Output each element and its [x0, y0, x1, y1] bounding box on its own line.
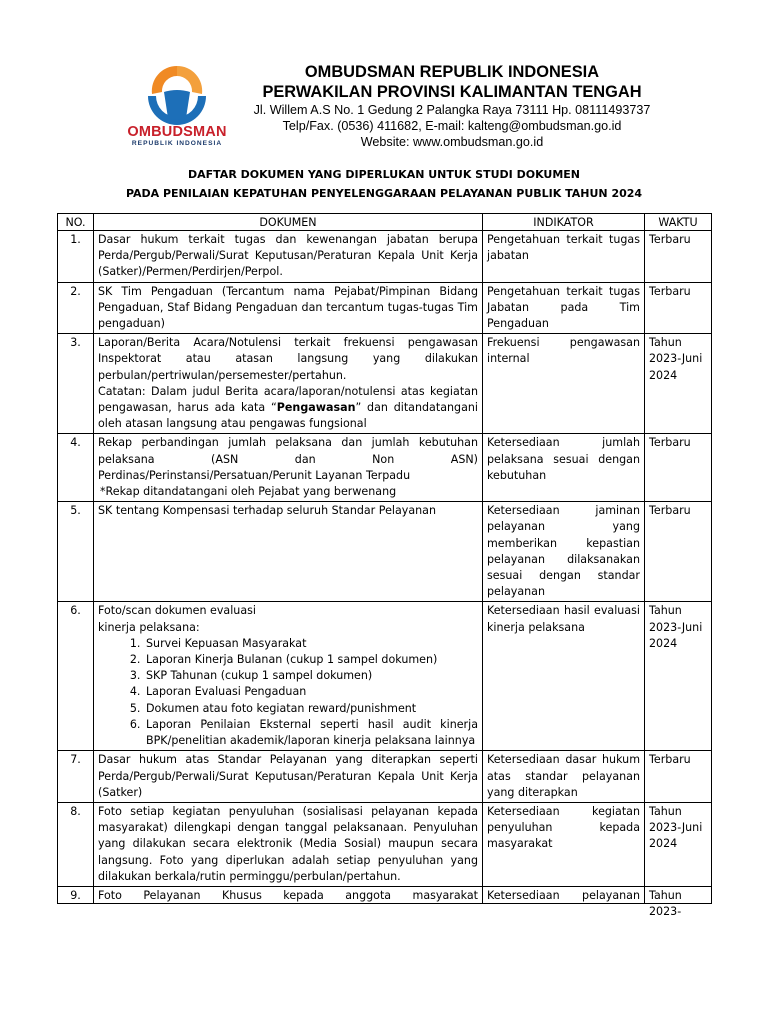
list-item: 1. Survei Kepuasan Masyarakat: [144, 636, 478, 652]
row-document: [94, 886, 483, 903]
list-item: 3. SKP Tahunan (cukup 1 sampel dokumen): [144, 668, 478, 684]
row-indicator: Ketersediaan kegiatan penyuluhan kepada masyarakat: [483, 802, 645, 886]
table-row: [58, 231, 712, 283]
row-document: SK tentang Kompensasi terhadap seluruh Standar Pelayanan: [94, 502, 483, 602]
row-document: [94, 434, 483, 502]
row-indicator: Frekuensi pengawasan internal: [483, 334, 645, 434]
row-document: Dasar hukum atas Standar Pelayanan yang diterapkan seperti Perda/Pergub/Perwali/Surat Keputusan/Peraturan Kepala Unit Kerja (Satker): [94, 751, 483, 803]
row-number: [58, 886, 94, 903]
table-row: [58, 282, 712, 334]
header-time: WAKTU: [645, 214, 712, 231]
row-time: Tahun 2023-Juni 2024: [645, 802, 712, 886]
row-indicator-text: Ketersediaan pelayanan: [487, 888, 640, 902]
list-item: 4. Laporan Evaluasi Pengaduan: [144, 684, 478, 700]
org-address: Jl. Willem A.S No. 1 Gedung 2 Palangka Raya 73111 Hp. 08111493737: [253, 103, 651, 117]
evaluation-list: [98, 636, 478, 749]
row-indicator: Pengetahuan terkait tugas jabatan: [483, 231, 645, 283]
row-document-text: Laporan/Berita Acara/Notulensi terkait frekuensi pengawasan Inspektorat atau atasan langsung yang dilakukan perbulan/pertriwulan/persemester/pertahun.: [98, 336, 478, 382]
table-header-row: [58, 214, 712, 231]
note-before: Catatan: Dalam judul Berita acara/laporan/notulensi atas kegiatan pengawasan, harus ada kata “: [98, 384, 478, 415]
row-indicator: Ketersediaan hasil evaluasi kinerja pelaksana: [483, 602, 645, 751]
row-time: Terbaru: [645, 231, 712, 283]
row-number: 8.: [58, 802, 94, 886]
ombudsman-emblem-icon: [112, 60, 242, 124]
table-row: [58, 602, 712, 751]
row-indicator: Ketersediaan jaminan pelayanan yang memberikan kepastian pelayanan dilaksanakan sesuai dengan standar pelayanan: [483, 502, 645, 602]
table-row: [58, 434, 712, 502]
table-row: [58, 502, 712, 602]
letterhead: [0, 0, 768, 160]
org-contact: Telp/Fax. (0536) 411682, E-mail: kalteng@ombudsman.go.id: [282, 119, 622, 133]
row-time: Terbaru: [645, 282, 712, 334]
row-number: 4.: [58, 434, 94, 502]
row-indicator: Ketersediaan jumlah pelaksana sesuai dengan kebutuhan: [483, 434, 645, 502]
document-title-line2: PADA PENILAIAN KEPATUHAN PENYELENGGARAAN PELAYANAN PUBLIK TAHUN 2024: [125, 187, 643, 200]
row-time-text: Tahun 2023-: [649, 888, 682, 919]
logo-text: OMBUDSMAN: [127, 124, 227, 140]
list-item: 5. Dokumen atau foto kegiatan reward/punishment: [144, 701, 478, 717]
table-row: [58, 802, 712, 886]
row-time: Terbaru: [645, 434, 712, 502]
row-number: 6.: [58, 602, 94, 751]
row-number-text: 9.: [70, 888, 81, 902]
row-document: Dasar hukum terkait tugas dan kewenangan jabatan berupa Perda/Pergub/Perwali/Surat Keputusan/Peraturan Kepala Unit Kerja (Satker)/Permen/Perdirjen/Perpol.: [94, 231, 483, 283]
org-branch: PERWAKILAN PROVINSI KALIMANTAN TENGAH: [262, 83, 642, 101]
row-time: Tahun 2023-Juni 2024: [645, 334, 712, 434]
row-indicator: Ketersediaan dasar hukum atas standar pelayanan yang diterapkan: [483, 751, 645, 803]
row-document-text: Foto Pelayanan Khusus kepada anggota masyarakat: [98, 888, 478, 902]
org-website: Website: www.ombudsman.go.id: [360, 135, 544, 149]
note-after: ” dan ditandatangani oleh atasan langsung atau pengawas fungsional: [98, 401, 478, 431]
row-document: [94, 602, 483, 751]
list-item: 6. Laporan Penilaian Eksternal seperti hasil audit kinerja BPK/penelitian akademik/laporan kinerja pelaksana lainnya: [144, 717, 478, 749]
header-indicator: INDIKATOR: [483, 214, 645, 231]
organization-header: [240, 62, 664, 150]
row-time: Terbaru: [645, 751, 712, 803]
row-document-line2: kinerja pelaksana:: [98, 620, 200, 634]
row-indicator: Pengetahuan terkait tugas Jabatan pada Tim Pengaduan: [483, 282, 645, 334]
row-number: 3.: [58, 334, 94, 434]
list-item: 2. Laporan Kinerja Bulanan (cukup 1 sampel dokumen): [144, 652, 478, 668]
row-number: 7.: [58, 751, 94, 803]
org-name: OMBUDSMAN REPUBLIK INDONESIA: [304, 63, 600, 81]
document-title-line1: DAFTAR DOKUMEN YANG DIPERLUKAN UNTUK STUDI DOKUMEN: [188, 168, 580, 181]
row-document-text: Rekap perbandingan jumlah pelaksana dan jumlah kebutuhan pelaksana (ASN dan Non ASN): [98, 436, 478, 466]
ombudsman-logo: [112, 60, 242, 152]
header-no: NO.: [58, 214, 94, 231]
row-document: [94, 334, 483, 434]
row-document-text: Foto/scan dokumen evaluasi: [98, 604, 256, 618]
row-number: 5.: [58, 502, 94, 602]
row-time: Tahun 2023-Juni 2024: [645, 602, 712, 751]
row-document-note: *Rekap ditandatangani oleh Pejabat yang berwenang: [100, 485, 397, 499]
row-number: 2.: [58, 282, 94, 334]
logo-subtext: REPUBLIK INDONESIA: [131, 140, 223, 147]
table-row: [58, 886, 712, 903]
row-indicator: [483, 886, 645, 903]
row-document: Foto setiap kegiatan penyuluhan (sosialisasi pelayanan kepada masyarakat) dilengkapi dengan tanggal pelaksanaan. Penyuluhan yang dilakukan secara elektronik (Media Sosial) maupun secara langsung. Foto yang diperlukan adalah setiap penyuluhan yang dilakukan berkala/rutin perminggu/perbulan/pertahun.: [94, 802, 483, 886]
table-row: [58, 751, 712, 803]
row-document: SK Tim Pengaduan (Tercantum nama Pejabat/Pimpinan Bidang Pengaduan, Staf Bidang Pengaduan dan tercantum tugas-tugas Tim pengaduan): [94, 282, 483, 334]
row-time: [645, 886, 712, 919]
table-row: [58, 334, 712, 434]
row-document-line2: Perdinas/Perinstansi/Persatuan/Perunit Layanan Terpadu: [98, 468, 411, 482]
row-time: Terbaru: [645, 502, 712, 602]
row-document-note: [98, 384, 478, 433]
row-number: 1.: [58, 231, 94, 283]
document-table: [57, 213, 712, 919]
header-document: DOKUMEN: [94, 214, 483, 231]
note-bold: Pengawasan: [276, 401, 356, 415]
